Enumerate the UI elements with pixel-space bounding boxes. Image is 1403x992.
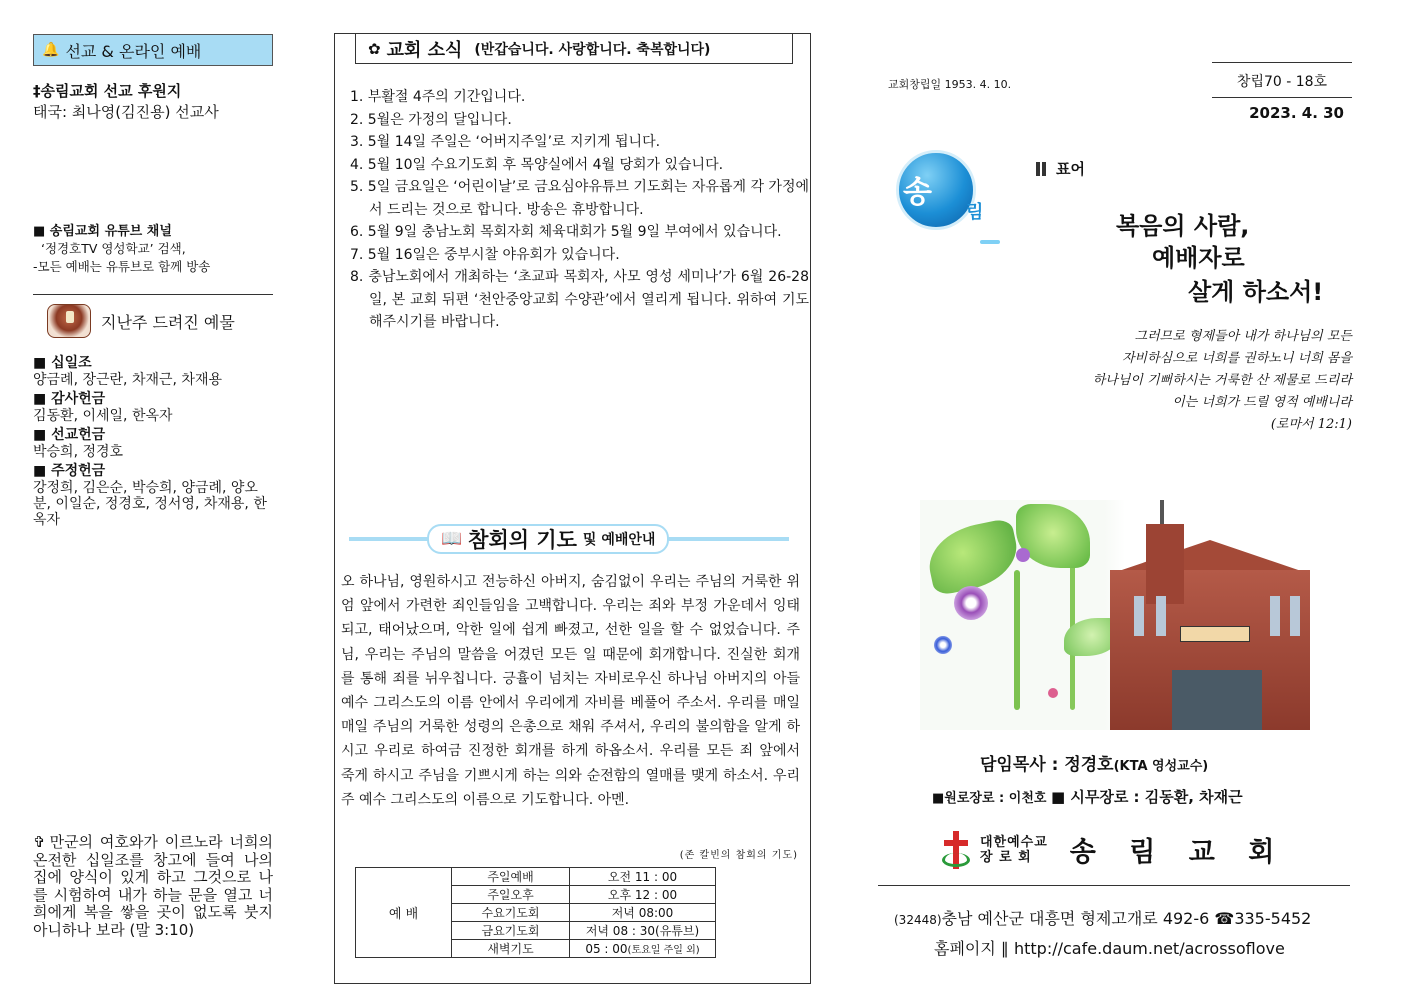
mission-title: ‡송림교회 선교 후원지	[33, 82, 182, 100]
offering-category: ■ 주정헌금	[33, 463, 106, 479]
worship-name: 주일오후	[452, 886, 570, 904]
news-title: 교회 소식	[386, 39, 463, 61]
worship-time: 저녁 08 : 30(유튜브)	[570, 922, 716, 940]
church-spire	[1160, 500, 1164, 526]
scripture-quote	[1020, 326, 1352, 436]
youtube-search-line: ‘정경호TV 영성학교’ 검색,	[41, 241, 186, 256]
sprout-leaf	[923, 517, 1024, 596]
worship-label: 예 배	[356, 868, 452, 958]
middle-column	[334, 33, 811, 984]
motto-label-text: 표어	[1056, 160, 1085, 178]
news-item: 4. 5월 10일 수요기도회 후 목양실에서 4월 당회가 있습니다.	[350, 156, 724, 173]
worship-time: 05 : 00	[585, 942, 628, 956]
offering-group	[33, 424, 273, 460]
issue-number: 창립70 - 18호	[1212, 62, 1352, 98]
pastor-note: (KTA 영성교수)	[1113, 759, 1209, 774]
church-window	[1134, 596, 1144, 636]
news-list	[349, 86, 809, 334]
logo-text: 송	[903, 175, 932, 210]
motto-label	[1036, 158, 1085, 179]
church-tower	[1146, 524, 1184, 604]
news-item: 1. 부활절 4주의 기간입니다.	[350, 89, 526, 105]
prayer-credit: (존 칼빈의 참회의 기도)	[679, 850, 798, 861]
church-window	[1270, 596, 1280, 636]
offering-category: ■ 선교헌금	[33, 427, 106, 443]
scripture-reference: (로마서 12:1)	[1270, 417, 1352, 432]
zip-code: (32448)	[894, 913, 942, 927]
worship-time: 오후 12 : 00	[570, 886, 716, 904]
flower-dot	[954, 586, 988, 620]
denomination-cross-icon	[942, 831, 970, 869]
logo-underline	[980, 240, 1000, 244]
offering-group	[33, 352, 273, 388]
motto-line: 예배자로	[1152, 244, 1245, 272]
news-subtitle: (반갑습니다. 사랑합니다. 축복합니다)	[474, 41, 711, 58]
prayer-text: 오 하나님, 영원하시고 전능하신 아버지, 숨김없이 우리는 주님의 거룩한 위엄 앞에서 가련한 죄인들임을 고백합니다. 우리는 죄와 부정 가운데서 잉태되고, 태어났으며, 악한 일에 쉽게 빠졌고, 선한 일을 할 수 없었습니다. 주님, 우리는 주님의 말씀을 어겼던 모든 일 때문에 회개합니다. 진실한 회개를 통해 죄를 뉘우칩니다. 긍휼이 넘치는 자비로우신 하나님 아버지의 아들 예수 그리스도의 이름 안에서 우리에게 자비를 베풀어 주소서. 우리를 매일매일 주님의 거룩한 성령의 은총으로 채워 주셔서, 우리의 불의함을 알게 하시고 우리로 하여금 진정한 회개를 하게 하옵소서. 우리를 모든 죄 앞에서 죽게 하시고 주님을 기쁘시게 하는 의와 순전함의 열매를 맺게 하소서. 우리 주 예수 그리스도의 이름으로 기도합니다. 아멘.	[341, 574, 800, 808]
denomination-line: 장 로 회	[980, 849, 1032, 865]
news-item: 2. 5월은 가정의 달입니다.	[350, 111, 512, 128]
worship-time: 저녁 08:00	[570, 904, 716, 922]
news-item: 7. 5월 16일은 중부시찰 야유회가 있습니다.	[350, 246, 620, 263]
flower-dot	[1048, 688, 1058, 698]
prayer-header-pill	[427, 524, 669, 554]
mission-header-label: 선교 & 온라인 예배	[65, 41, 202, 61]
worship-time: 오전 11 : 00	[570, 868, 716, 886]
news-header	[355, 34, 793, 64]
worship-time-cell	[570, 940, 716, 958]
motto-marker-icon	[1036, 162, 1046, 176]
scripture-line: 이는 너희가 드릴 영적 예배니라	[1172, 395, 1352, 410]
founded-date: 교회창립일 1953. 4. 10.	[888, 78, 1012, 91]
offering-names: 강정희, 김은순, 박승희, 양금례, 양오분, 이일순, 정경호, 정서영, 차재용, 한옥자	[33, 480, 267, 528]
cross-icon: ✞	[33, 833, 46, 851]
left-column	[33, 34, 273, 984]
book-icon: 📖	[441, 529, 463, 549]
news-item: 3. 5월 14일 주일은 ‘어버지주일’로 지키게 됩니다.	[350, 134, 661, 150]
church-logo	[896, 150, 976, 230]
scripture-line: 자비하심으로 너희를 권하노니 너희 몸을	[1121, 351, 1352, 366]
prayer-header	[349, 524, 789, 554]
worship-schedule-table	[355, 867, 716, 958]
worship-name: 새벽기도	[452, 940, 570, 958]
homepage-link[interactable]: 홈페이지 ∥ http://cafe.daum.net/acrossoflove	[934, 939, 1285, 958]
youtube-section	[33, 220, 273, 275]
right-column	[870, 40, 1360, 984]
address-text: 충남 예산군 대흥면 형제고개로 492-6 ☎335-5452	[941, 909, 1312, 928]
table-row	[356, 868, 716, 886]
divider	[33, 294, 273, 295]
news-item: 8. 충남노회에서 개최하는 ‘초교파 목회자, 사모 영성 세미나’가 6월 26-28일, 본 교회 뒤편 ‘천안중앙교회 수양관’에서 열리게 됩니다. 위하여 기도해주시기를 바랍니다.	[350, 269, 809, 330]
flower-dot	[1016, 548, 1030, 562]
youtube-title: ■ 송림교회 유튜브 채널	[33, 224, 172, 239]
worship-name: 수요기도회	[452, 904, 570, 922]
offering-group	[33, 460, 273, 528]
worship-time-note: (토요일 주일 외)	[627, 945, 700, 956]
offering-names: 양금례, 장근란, 차재근, 차재용	[33, 372, 222, 388]
youtube-broadcast-line: -모든 예배는 유튜브로 함께 방송	[33, 259, 211, 274]
church-photo	[920, 500, 1330, 730]
prayer-title: 참회의 기도	[468, 528, 577, 552]
church-roof	[1110, 540, 1310, 574]
missionary-name: 태국: 최나영(김진용) 선교사	[33, 103, 219, 121]
offering-header-label: 지난주 드려진 예물	[101, 312, 235, 332]
worship-name: 금요기도회	[452, 922, 570, 940]
logo-rim-text: 림	[966, 202, 984, 223]
tithe-verse	[33, 834, 273, 939]
address	[894, 906, 1311, 929]
honorary-elder: ■원로장로 : 이천호	[932, 791, 1047, 806]
offering-plate-icon	[47, 304, 91, 338]
issue-date: 2023. 4. 30	[1249, 104, 1344, 122]
issue-box	[1212, 62, 1352, 122]
offering-list	[33, 352, 273, 528]
flower-dot	[934, 636, 952, 654]
mission-header	[33, 34, 273, 66]
ornament-icon: ✿	[368, 39, 381, 58]
offering-names: 김동환, 이세일, 한옥자	[33, 408, 173, 424]
offering-group	[33, 388, 273, 424]
church-door	[1172, 670, 1262, 730]
church-name: 송 림 교 회	[1069, 837, 1287, 868]
offering-header	[47, 304, 235, 338]
church-name-row	[942, 830, 1286, 869]
church-window	[1290, 596, 1300, 636]
scripture-line: 그러므로 형제들아 내가 하나님의 모든	[1134, 329, 1352, 344]
church-sign	[1180, 626, 1250, 642]
pastor-label: 담임목사 : 정경호	[980, 755, 1114, 775]
tithe-verse-text: 만군의 여호와가 이르노라 너희의 온전한 십일조를 창고에 들여 나의 집에 양식이 있게 하고 그것으로 나를 시험하여 내가 하늘 문을 열고 너희에게 복을 쌓을 곳이 없도록 붓지 아니하나 보라 (말 3:10)	[33, 833, 273, 939]
church-window	[1156, 596, 1166, 636]
offering-category: ■ 십일조	[33, 355, 92, 371]
motto-line: 살게 하소서!	[1188, 278, 1324, 306]
active-elders: ■ 시무장로 : 김동환, 차재근	[1050, 788, 1243, 806]
offering-category: ■ 감사헌금	[33, 391, 106, 407]
divider	[878, 885, 1350, 886]
bell-icon: 🔔	[42, 42, 60, 58]
news-item: 6. 5월 9일 충남노회 목회자회 체육대회가 5월 9일 부여에서 있습니다.	[350, 224, 782, 240]
worship-name: 주일예배	[452, 868, 570, 886]
sprout-stem	[1014, 570, 1020, 710]
prayer-subtitle: 및 예배안내	[582, 532, 656, 548]
scripture-line: 하나님이 기뻐하시는 거룩한 산 제물로 드리라	[1092, 373, 1352, 388]
denomination-line: 대한예수교	[980, 834, 1048, 850]
offering-names: 박승희, 정경호	[33, 444, 124, 460]
news-item: 5. 5일 금요일은 ‘어린이날’로 금요심야유튜브 기도회는 자유롭게 각 가정에서 드리는 것으로 합니다. 방송은 휴방합니다.	[350, 179, 809, 218]
denomination	[980, 835, 1048, 865]
elders-line	[932, 786, 1243, 807]
pastor-line	[980, 750, 1208, 775]
motto-line: 복음의 사람,	[1116, 212, 1250, 240]
